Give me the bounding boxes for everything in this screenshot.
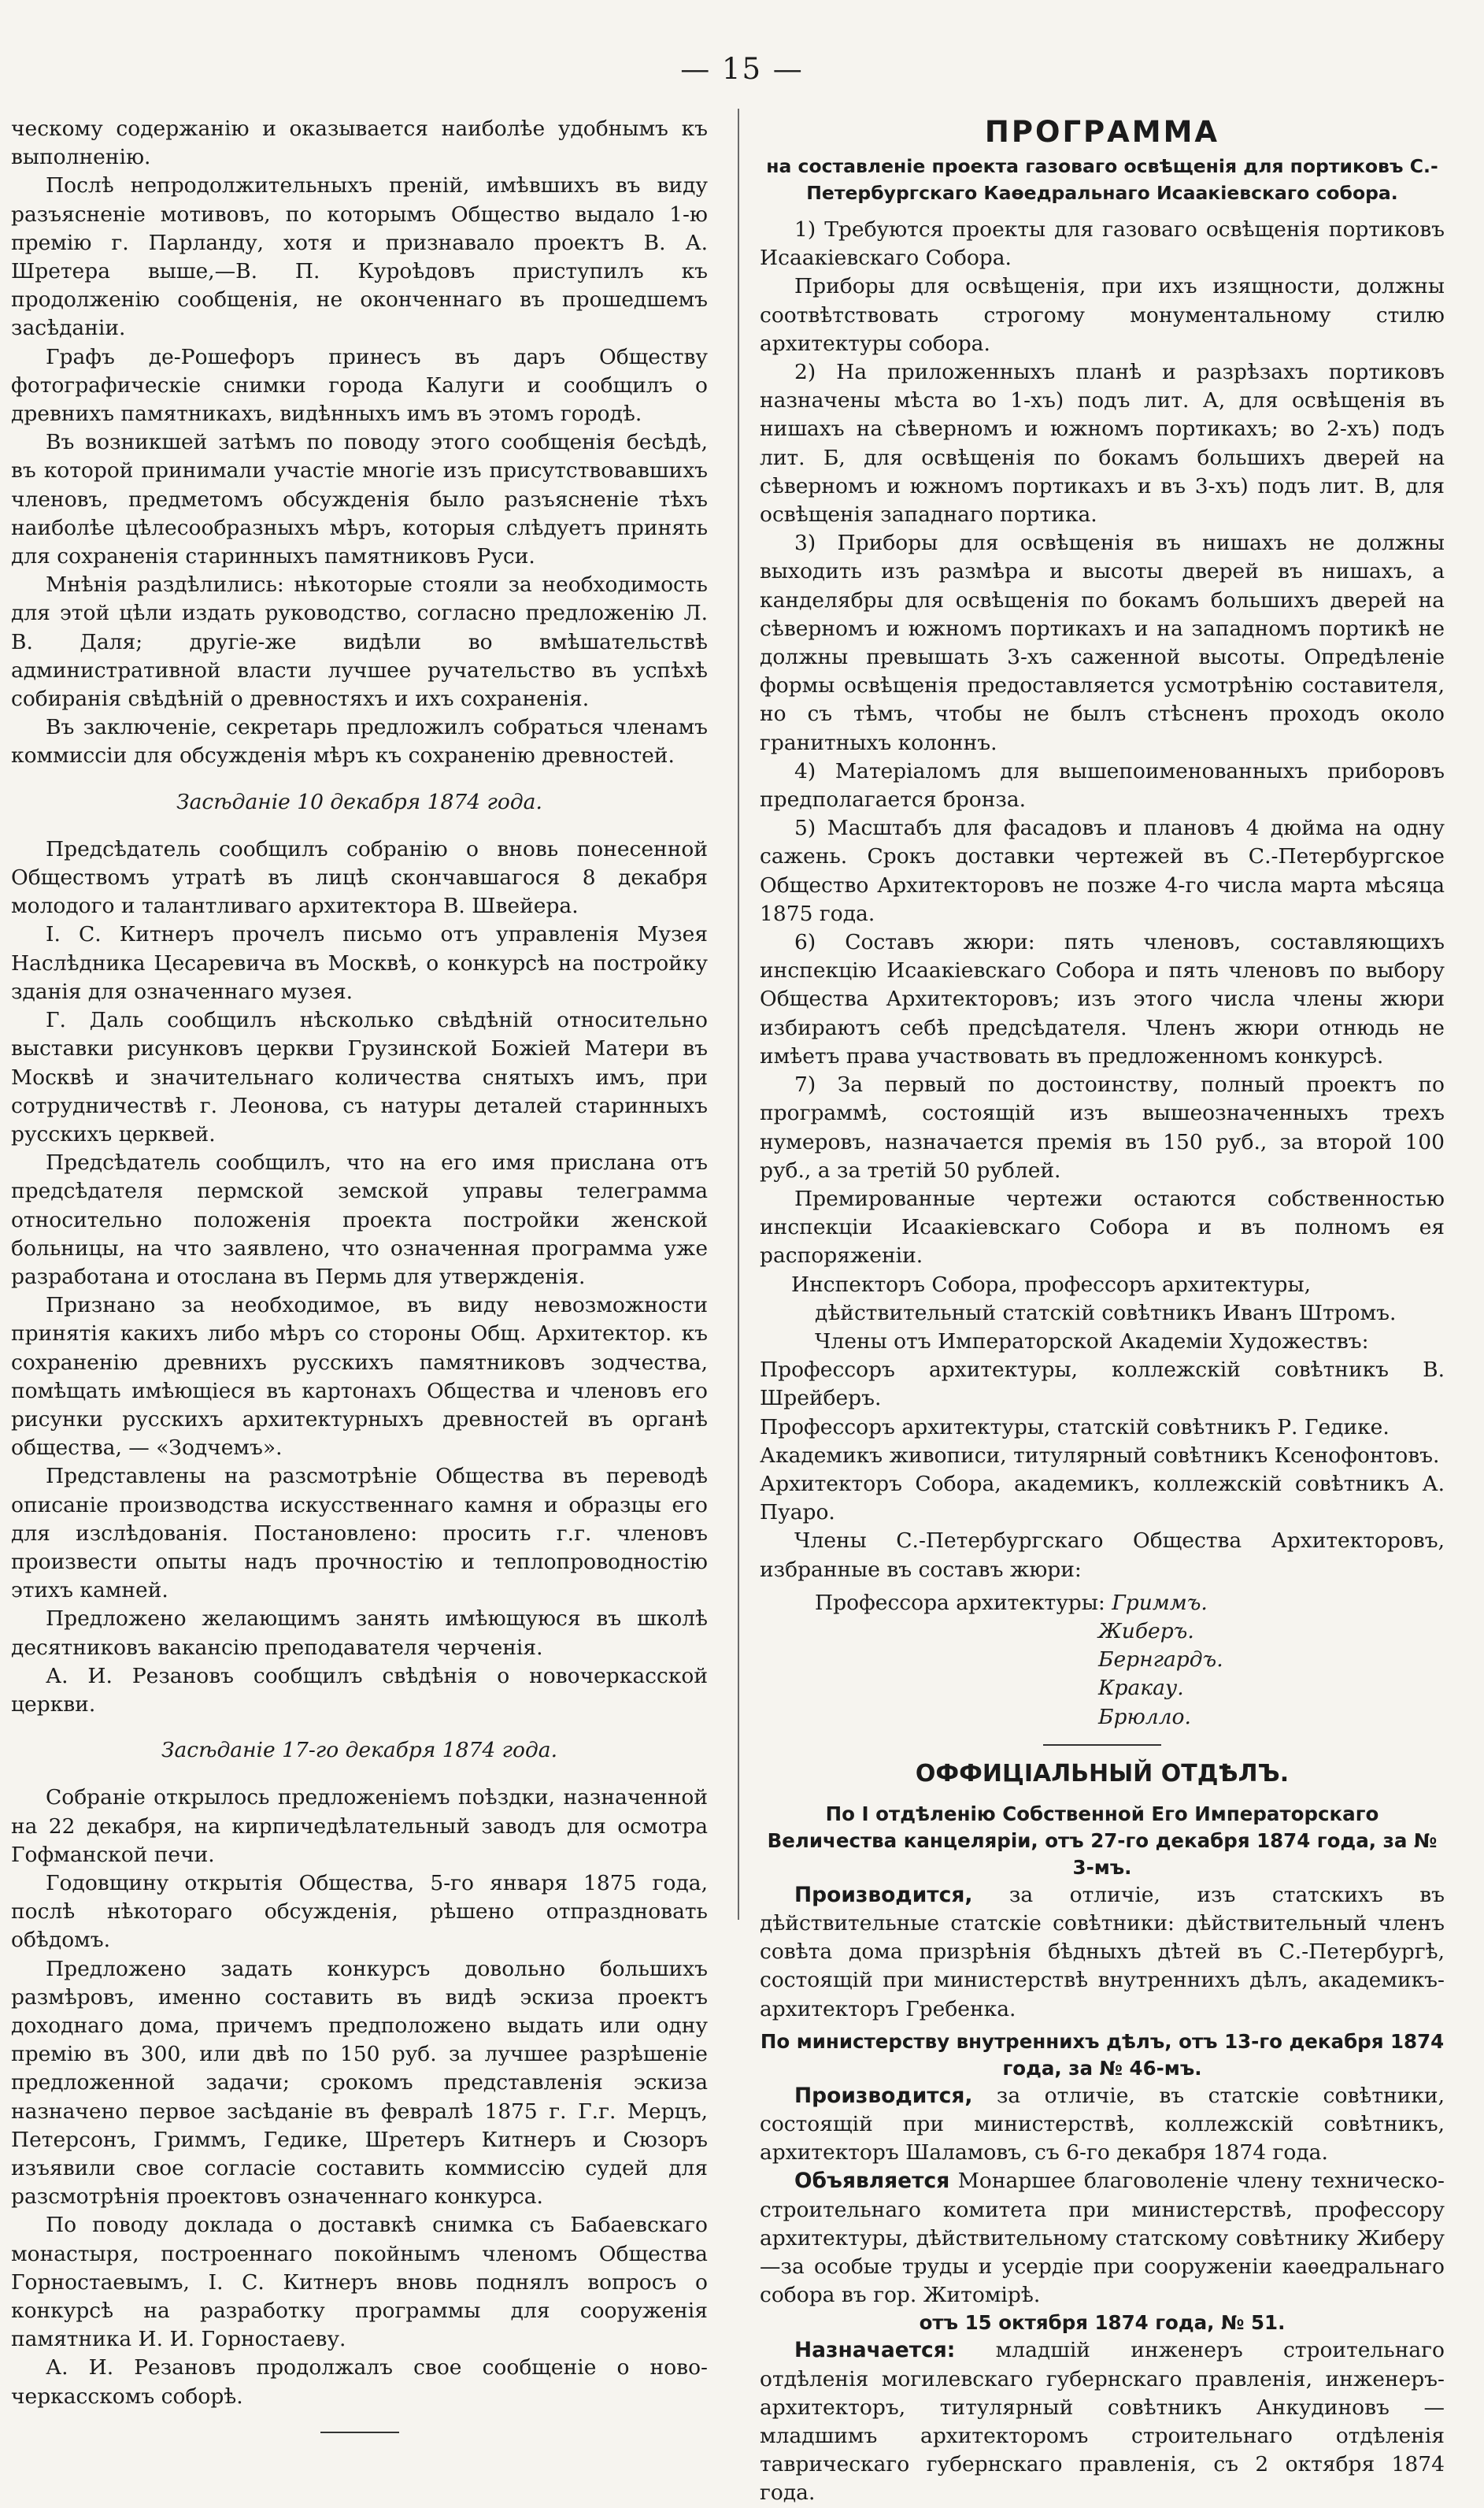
- program-subtitle: на составленіе проекта газоваго освѣщенія для портиковъ С.-Петербургскаго Каѳедральнаго Исаакіевскаго собора.: [766, 155, 1438, 204]
- paragraph: Предсѣдатель сообщилъ собранію о вновь понесенной Обществомъ утратѣ въ лицѣ скончавшагося 8 декабря молодого и талантливаго архитектора В. Швейера.: [11, 836, 708, 919]
- paragraph: Мнѣнія раздѣлились: нѣкоторые стояли за необходимость для этой цѣли издать руководство, согласно предложенію Л. В. Даля; другіе-же видѣли во вмѣшательствѣ административной власти лучшее ручательство въ успѣхѣ собиранія свѣдѣній о древностяхъ и ихъ сохраненія.: [11, 572, 708, 712]
- paragraph: По поводу доклада о доставкѣ снимка съ Бабаевскаго монастыря, построеннаго покойнымъ членомъ Общества Горностаевымъ, І. С. Китнеръ вновь поднялъ вопросъ о конкурсѣ на разработку программы для сооруженія памятника И. И. Горностаеву.: [11, 2213, 708, 2352]
- jury-member: Гриммъ.: [1112, 1590, 1208, 1615]
- program-item: 7) За первый по достоинству, полный проектъ по программѣ, состоящій изъ вышеозначенныхъ трехъ нумеровъ, назначается премія въ 150 руб., за второй 100 руб., а за третій 50 рублей.: [760, 1072, 1445, 1183]
- paragraph: І. С. Китнеръ прочелъ письмо отъ управленія Музея Наслѣдника Цесаревича въ Москвѣ, о конкурсѣ на постройку зданія для означеннаго музея.: [11, 922, 708, 1004]
- program-item: 6) Составъ жюри: пять членовъ, составляющихъ инспекцію Исаакіевскаго Собора и пять членовъ по выбору Общества Архитекторовъ; изъ этого числа члены жюри избираютъ себѣ предсѣдателя. Членъ жюри отнюдь не имѣетъ права участвовать въ предложенномъ конкурсѣ.: [760, 930, 1445, 1069]
- paragraph: Признано за необходимое, въ виду невозможности принятія какихъ либо мѣръ со стороны Общ. Архитектор. къ сохраненію древнихъ русскихъ памятниковъ зодчества, помѣщать имѣющіеся въ картонахъ Общества и членовъ его рисунки русскихъ архитектурныхъ древностей въ органѣ общества, — «Зодчемъ».: [11, 1293, 708, 1461]
- program-title: ПРОГРАММА: [984, 115, 1220, 149]
- program-item: Приборы для освѣщенія, при ихъ изящности, должны соотвѣтствовать строгому монументальному стилю архитектуры собора.: [760, 274, 1445, 356]
- paragraph: А. И. Резановъ сообщилъ свѣдѣнія о новочеркасской церкви.: [11, 1663, 708, 1717]
- paragraph: Предложено желающимъ занять имѣющуюся въ школѣ десятниковъ вакансію преподавателя черченія.: [11, 1606, 708, 1660]
- program-item: 4) Матеріаломъ для вышепоименованныхъ приборовъ предполагается бронза.: [760, 758, 1445, 813]
- official-paragraph: [760, 2082, 1445, 2168]
- professors-label: Профессора архитектуры:: [815, 1590, 1105, 1615]
- official-header: По І отдѣленію Собственной Его Императорскаго Величества канцеляріи, отъ 27-го декабря 1874 года, за № 3-мъ.: [767, 1802, 1438, 1879]
- column-divider: [738, 109, 739, 1920]
- society-header: Члены С.-Петербургскаго Общества Архитекторовъ, избранные въ составъ жюри:: [760, 1528, 1445, 1582]
- page-number: — 15 —: [680, 52, 804, 86]
- official-paragraph: [760, 2336, 1445, 2507]
- academy-member: Архитекторъ Собора, академикъ, коллежскій совѣтникъ А. Пуаро.: [760, 1471, 1445, 1525]
- paragraph: Годовщину открытія Общества, 5-го января 1875 года, послѣ нѣкотораго обсужденія, рѣшено отпраздновать обѣдомъ.: [11, 1870, 708, 1953]
- paragraph: Въ возникшей затѣмъ по поводу этого сообщенія бесѣдѣ, въ которой принимали участіе многіе изъ присутствовавшихъ членовъ, предметомъ обсужденія было разъясненіе тѣхъ наиболѣе цѣлесообразныхъ мѣръ, которыя слѣдуетъ принять для сохраненія старинныхъ памятниковъ Руси.: [11, 430, 708, 569]
- official-text: за отличіе, изъ статскихъ въ дѣйствительные статскіе совѣтники: дѣйствительный членъ совѣта дома призрѣнія бѣдныхъ дѣтей въ С.-Петербургѣ, состоящій при министерствѣ внутреннихъ дѣлъ, академикъ-архитекторъ Гребенка.: [760, 1882, 1445, 2021]
- session-heading: Засѣданіе 10 декабря 1874 года.: [176, 789, 542, 814]
- official-text: младшій инженеръ строительнаго отдѣленія могилевскаго губернскаго правленія, инженеръ-архитекторъ, титулярный совѣтникъ Анкудиновъ — младшимъ архитекторомъ строительнаго отдѣленія таврическаго губернскаго правленія, съ 2 октября 1874 года.: [760, 2338, 1445, 2506]
- jury-member: Кракау.: [1098, 1676, 1184, 1701]
- session-heading: Засѣданіе 17-го декабря 1874 года.: [161, 1738, 558, 1763]
- academy-member: Профессоръ архитектуры, статскій совѣтникъ Р. Гедике.: [760, 1414, 1390, 1439]
- paragraph: Въ заключеніе, секретарь предложилъ собраться членамъ коммиссіи для обсужденія мѣръ къ сохраненію древностей.: [11, 715, 708, 769]
- official-header: отъ 15 октября 1874 года, № 51.: [919, 2311, 1286, 2335]
- jury-member: Бернгардъ.: [1098, 1647, 1223, 1673]
- paragraph: Г. Даль сообщилъ нѣсколько свѣдѣній относительно выставки рисунковъ церкви Грузинской Божіей Матери въ Москвѣ и значительнаго количества снятыхъ имъ, при сотрудничествѣ г. Леонова, съ натуры деталей старинныхъ русскихъ церквей.: [11, 1008, 708, 1147]
- left-column: [11, 115, 708, 2433]
- official-lead: Назначается:: [794, 2338, 956, 2363]
- official-lead: Производится,: [794, 2083, 973, 2108]
- official-text: Монаршее благоволеніе члену техническо-строительнаго комитета при министерствѣ, профессору архитектуры, дѣйствительному статскому совѣтнику Жиберу—за особые труды и усердіе при сооруженіи каѳедральнаго собора въ гор. Житомірѣ.: [760, 2169, 1445, 2308]
- inspector-line: Инспекторъ Собора, профессоръ архитектуры,: [791, 1272, 1312, 1297]
- academy-member: Академикъ живописи, титулярный совѣтникъ Ксенофонтовъ.: [760, 1443, 1440, 1468]
- program-item: 5) Масштабъ для фасадовъ и плановъ 4 дюйма на одну сажень. Срокъ доставки чертежей въ С.-Петербургское Общество Архитекторовъ не позже 4-го числа марта мѣсяца 1875 года.: [760, 816, 1445, 926]
- section-divider: [1043, 1744, 1161, 1746]
- paragraph: Предсѣдатель сообщилъ, что на его имя прислана отъ предсѣдателя пермской земской управы телеграмма относительно положенія проекта постройки женской больницы, на что заявлено, что означенная программа уже разработана и отослана въ Пермь для утвержденія.: [11, 1150, 708, 1289]
- academy-member: Профессоръ архитектуры, коллежскій совѣтникъ В. Шрейберъ.: [760, 1358, 1445, 1411]
- official-text: за отличіе, въ статскіе совѣтники, состоящій при министерствѣ, коллежскій совѣтникъ, архитекторъ Шаламовъ, съ 6-го декабря 1874 года.: [760, 2083, 1445, 2165]
- jury-member: Жиберъ.: [1098, 1618, 1194, 1643]
- official-lead: Производится,: [794, 1882, 973, 1907]
- academy-header: Члены отъ Императорской Академіи Художествъ:: [815, 1328, 1369, 1354]
- paragraph: Собраніе открылось предложеніемъ поѣздки, назначенной на 22 декабря, на кирпичедѣлательный заводъ для осмотра Гофманской печи.: [11, 1785, 708, 1867]
- paragraph: Графъ де-Рошефоръ принесъ въ даръ Обществу фотографическіе снимки города Калуги и сообщилъ о древнихъ памятникахъ, видѣнныхъ имъ въ этомъ городѣ.: [11, 344, 708, 427]
- official-section-title: ОФФИЦІАЛЬНЫЙ ОТДѢЛЪ.: [915, 1759, 1290, 1787]
- inspector-line: дѣйствительный статскій совѣтникъ Иванъ Штромъ.: [815, 1300, 1397, 1325]
- paragraph: А. И. Резановъ продолжалъ свое сообщеніе о ново-черкасскомъ соборѣ.: [11, 2355, 708, 2409]
- program-item: 1) Требуются проекты для газоваго освѣщенія портиковъ Исаакіевскаго Собора.: [760, 217, 1445, 271]
- program-item: 3) Приборы для освѣщенія въ нишахъ не должны выходить изъ размѣра и высоты дверей въ нишахъ, а канделябры для освѣщенія по бокамъ большихъ дверей на сѣверномъ и южномъ портикахъ и на западномъ портикѣ не должны превышать 3-хъ саженной высоты. Опредѣленіе формы освѣщенія предоставляется усмотрѣнію составителя, но съ тѣмъ, чтобы не былъ стѣсненъ проходъ около гранитныхъ колоннъ.: [760, 531, 1445, 755]
- paragraph: ческому содержанію и оказывается наиболѣе удобнымъ къ выполненію.: [11, 117, 708, 170]
- paragraph: Послѣ непродолжительныхъ преній, имѣвшихъ въ виду разъясненіе мотивовъ, по которымъ Общество выдало 1-ю премію г. Парланду, хотя и признавало проектъ В. А. Шретера выше,—В. П. Куроѣдовъ приступилъ къ продолженію сообщенія, не оконченнаго въ прошедшемъ засѣданіи.: [11, 173, 708, 341]
- paragraph: Предложено задать конкурсъ довольно большихъ размѣровъ, именно составить въ видѣ эскиза проектъ доходнаго дома, причемъ предположено выдать или одну премію въ 300, или двѣ по 150 руб. за лучшее разрѣшеніе предложенной задачи; срокомъ представленія эскиза назначено первое засѣданіе въ февралѣ 1875 г. Г.г. Мерцъ, Петерсонъ, Гриммъ, Гедике, Шретеръ Китнеръ и Сюзоръ изъявили свое согласіе составить коммиссію судей для разсмотрѣнія проектовъ означеннаго конкурса.: [11, 1956, 708, 2210]
- section-end-rule: [320, 2432, 399, 2433]
- official-header: По министерству внутреннихъ дѣлъ, отъ 13-го декабря 1874 года, за № 46-мъ.: [760, 2029, 1445, 2080]
- jury-line: [760, 1589, 1445, 1617]
- program-item: Премированные чертежи остаются собственностью инспекціи Исаакіевскаго Собора и въ полномъ ея распоряженіи.: [760, 1186, 1445, 1269]
- official-paragraph: [760, 2167, 1445, 2310]
- paragraph: Представлены на разсмотрѣніе Общества въ переводѣ описаніе производства искусственнаго камня и образцы его для изслѣдованія. Постановлено: просить г.г. членовъ произвести опыты надъ прочностію и теплопроводностію этихъ камней.: [11, 1464, 708, 1603]
- official-paragraph: [760, 1881, 1445, 2024]
- program-item: 2) На приложенныхъ планѣ и разрѣзахъ портиковъ назначены мѣста во 1-хъ) подъ лит. А, для освѣщенія въ нишахъ на сѣверномъ и южномъ портикахъ; во 2-хъ) подъ лит. Б, для освѣщенія по бокамъ большихъ дверей на сѣверномъ и южномъ портикахъ и въ 3-хъ) подъ лит. В, для освѣщенія западнаго портика.: [760, 360, 1445, 528]
- right-column: [760, 115, 1445, 2508]
- jury-member: Брюлло.: [1098, 1704, 1191, 1729]
- official-lead: Объявляется: [794, 2169, 950, 2194]
